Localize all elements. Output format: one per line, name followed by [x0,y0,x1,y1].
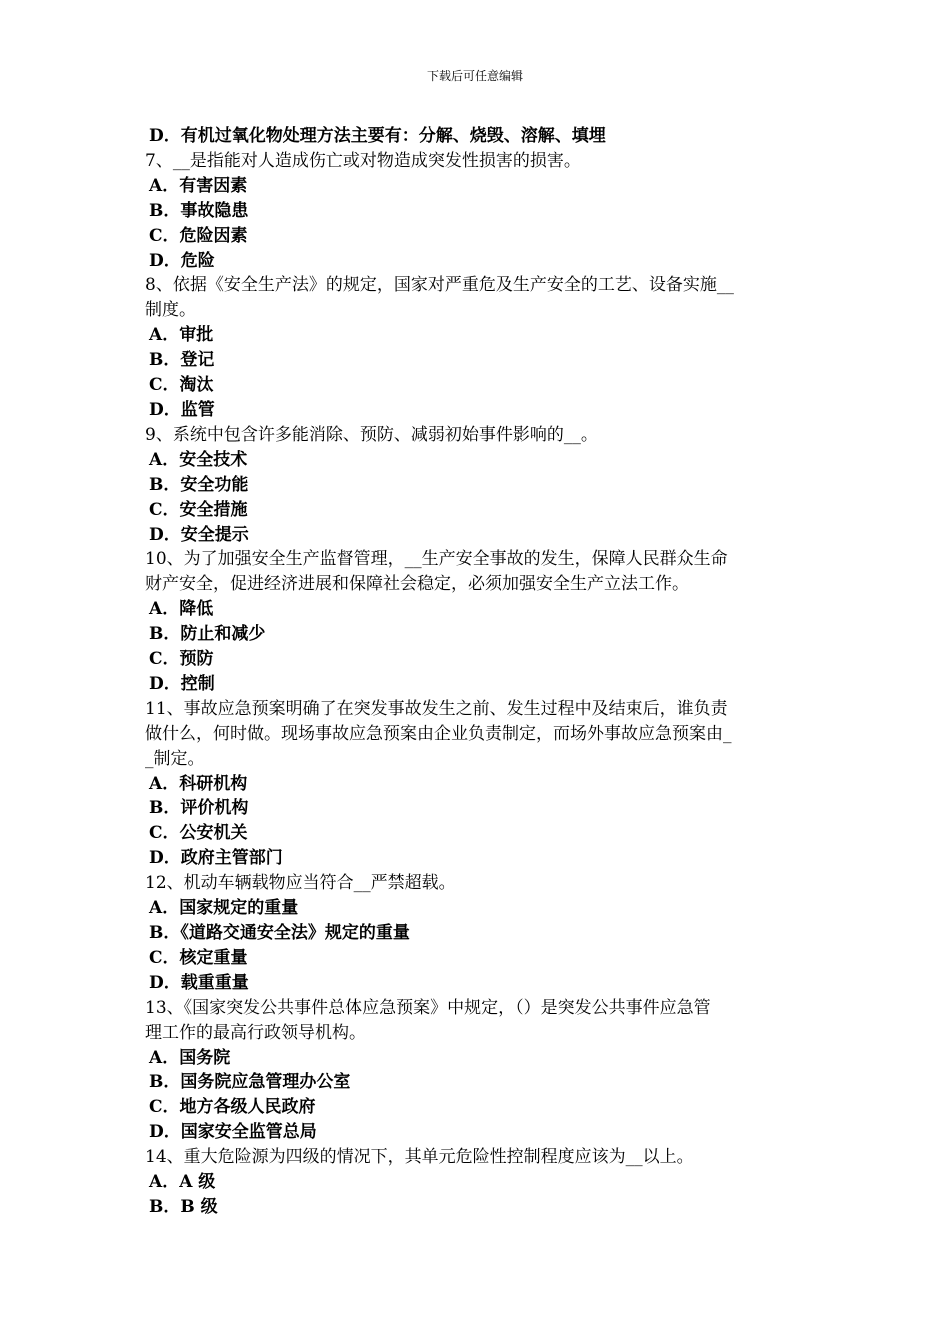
answer-option: C．危险因素 [149,225,248,246]
question-text: 14、重大危险源为四级的情况下，其单元危险性控制程度应该为__以上。 [145,1147,694,1168]
answer-option: A．有害因素 [149,175,248,196]
answer-option: B．安全功能 [149,474,249,495]
answer-option: D．控制 [149,673,215,694]
answer-option: C．核定重量 [149,947,248,968]
question-text: 10、为了加强安全生产监督管理，__生产安全事故的发生，保障人民群众生命 [145,549,728,570]
question-text: 11、事故应急预案明确了在突发事故发生之前、发生过程中及结束后，谁负责 [145,698,728,719]
answer-option: A．安全技术 [149,449,248,470]
document-body [145,124,810,1220]
answer-option: C．安全措施 [149,499,248,520]
question-text: _制定。 [145,748,205,769]
answer-option: C．公安机关 [149,823,248,844]
answer-option: A．审批 [149,325,214,346]
answer-option: C．预防 [149,649,214,670]
answer-option: A．科研机构 [149,773,248,794]
answer-option: C．地方各级人民政府 [149,1097,316,1118]
answer-option: D．国家安全监管总局 [149,1122,317,1143]
question-text: 8、依据《安全生产法》的规定，国家对严重危及生产安全的工艺、设备实施__ [145,275,734,296]
question-text: 9、系统中包含许多能消除、预防、减弱初始事件影响的__。 [145,424,598,445]
answer-option: D．有机过氧化物处理方法主要有：分解、烧毁、溶解、填埋 [149,126,606,146]
answer-option: B．事故隐患 [149,200,249,221]
answer-option: D．政府主管部门 [149,848,283,869]
answer-option: B．登记 [149,350,215,371]
answer-option: D．载重重量 [149,972,249,993]
page-header: 下载后可任意编辑 [426,69,523,83]
answer-option: D．监管 [149,399,215,420]
answer-option: A．国家规定的重量 [149,898,299,919]
answer-option: D．安全提示 [149,524,249,545]
answer-option: B．《道路交通安全法》规定的重量 [149,923,410,943]
answer-option: A．A 级 [149,1172,216,1193]
answer-option: B．评价机构 [149,798,249,819]
answer-option: C．淘汰 [149,375,214,396]
question-text: 财产安全，促进经济进展和保障社会稳定，必须加强安全生产立法工作。 [145,574,689,595]
question-text: 制度。 [145,300,196,321]
answer-option: B．国务院应急管理办公室 [149,1072,351,1093]
question-text: 7、__是指能对人造成伤亡或对物造成突发性损害的损害。 [145,150,581,171]
answer-option: A．国务院 [149,1047,231,1068]
question-text: 理工作的最高行政领导机构。 [145,1022,366,1043]
question-text: 13、《国家突发公共事件总体应急预案》中规定，（）是突发公共事件应急管 [145,997,711,1018]
question-text: 12、机动车辆载物应当符合__严禁超载。 [145,873,456,894]
answer-option: D．危险 [149,250,215,271]
answer-option: B．B 级 [149,1196,218,1217]
answer-option: B．防止和减少 [149,624,266,645]
answer-option: A．降低 [149,599,214,620]
question-text: 做什么，何时做。现场事故应急预案由企业负责制定，而场外事故应急预案由_ [145,723,732,744]
